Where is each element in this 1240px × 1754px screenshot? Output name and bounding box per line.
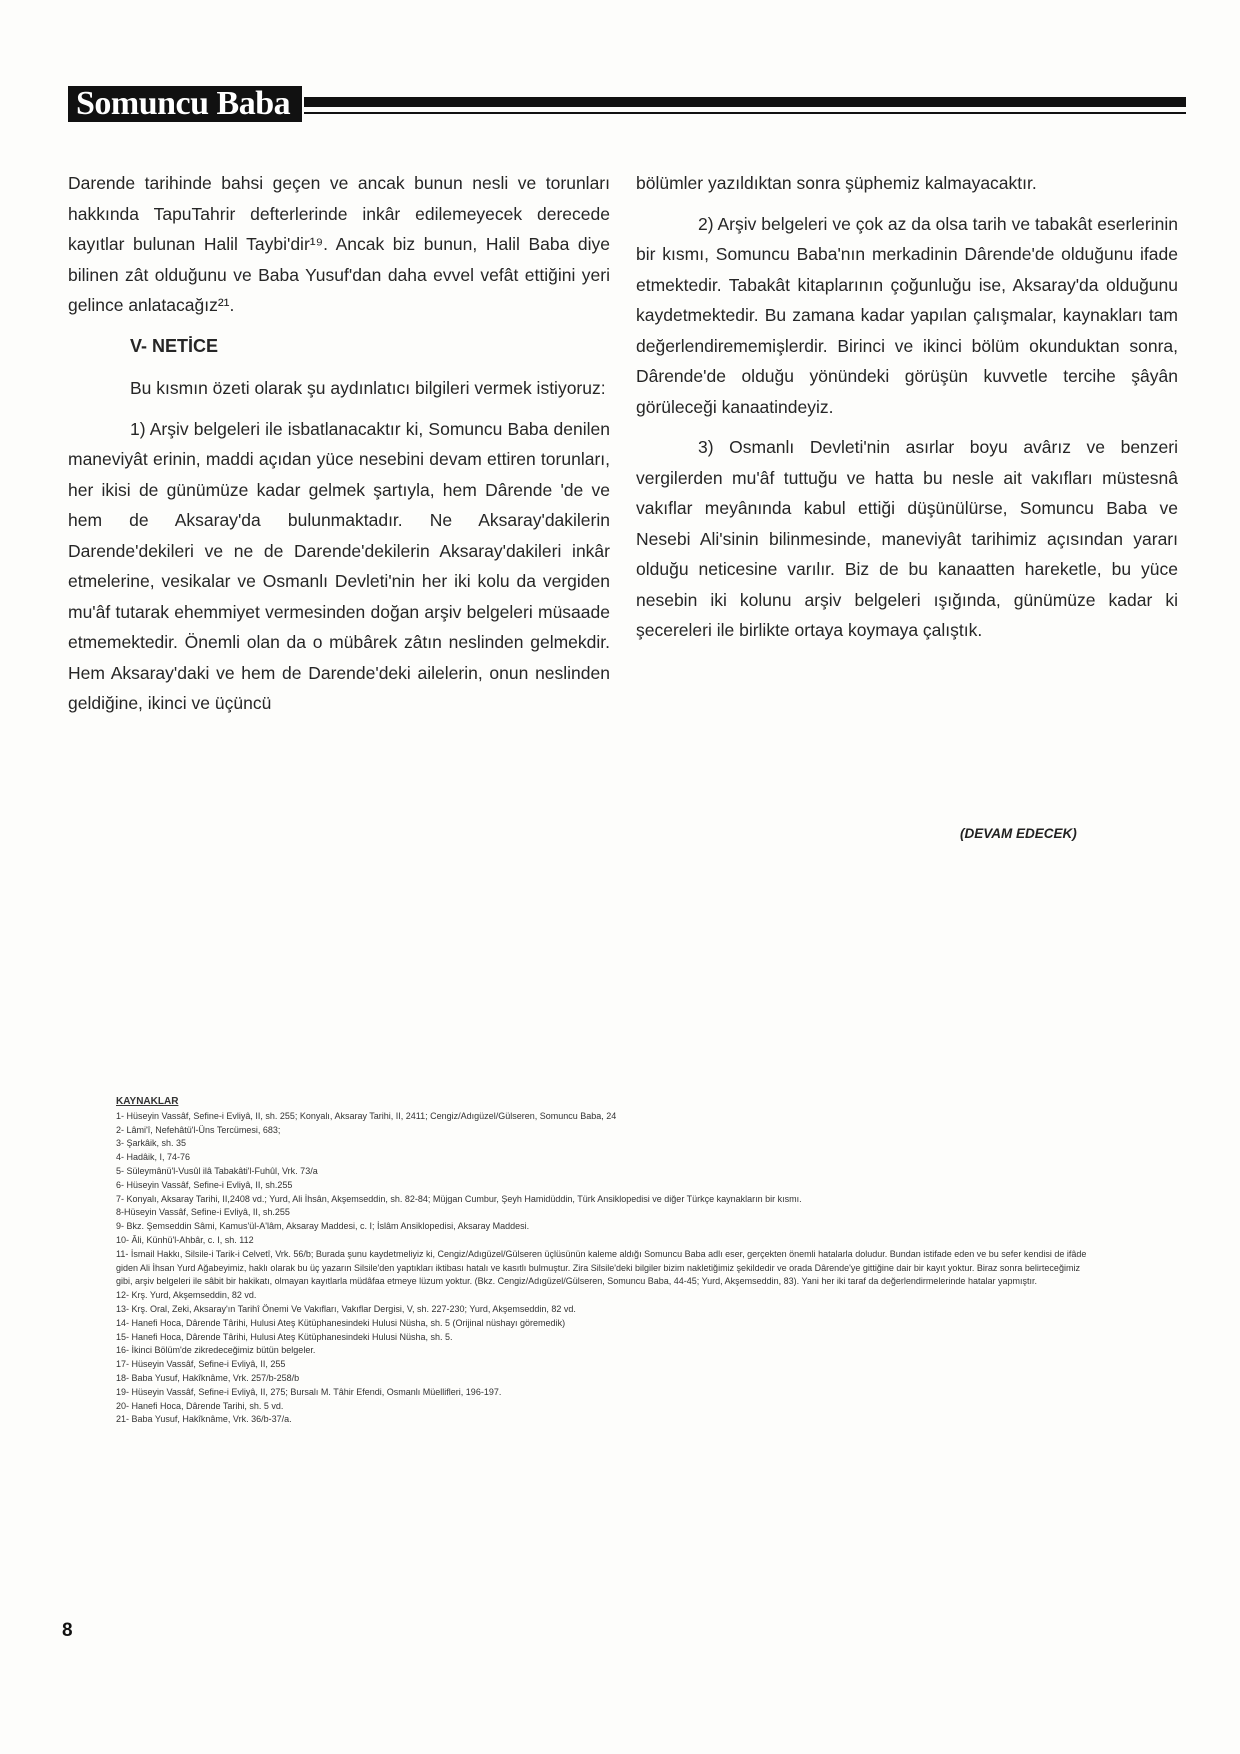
reference-item: 11- İsmail Hakkı, Silsile-i Tarik-i Celvetî, Vrk. 56/b; Burada şunu kaydetmeliyiz ki, Cengiz/Adıgüzel/Gülseren üçlüsünün kaleme aldığı Somuncu Baba adlı eser, gerçekten önemli hatalarla doludur. Bundan istifade eden ve bu sefer kendisi de ifâde giden Ali İhsan Yurd Ağabeyimiz, haklı olarak bu üç yazarın Silsile'den yaptıkları iktibası hatalı ve kasıtlı bulmuştur. Zira Silsile'deki bilgiler bizim nakletiğimiz şekildedir ve orada Dârende'ye gittiğine dair bir kayıt yoktur. Biraz sonra belirteceğimiz gibi, arşiv belgeleri ile sâbit bir hakikatı, olmayan kayıtlarla müdâfaa etmeye lüzum yoktur. (Bkz. Cengiz/Adıgüzel/Gülseren, Somuncu Baba, 44-45; Yurd, Akşemseddin, 83). Yani her iki taraf da değerlendirmelerinde hatalar yapmıştır. bbox=[116, 1248, 1087, 1287]
reference-item: 2- Lâmi'î, Nefehâtü'l-Üns Tercümesi, 683; bbox=[116, 1124, 281, 1135]
reference-item: 10- Âli, Künhü'l-Ahbâr, c. I, sh. 112 bbox=[116, 1234, 254, 1245]
page-number: 8 bbox=[62, 1620, 73, 1641]
reference-item: 3- Şarkâik, sh. 35 bbox=[116, 1138, 187, 1149]
right-paragraph-1: bölümler yazıldıktan sonra şüphemiz kalmayacaktır. bbox=[636, 173, 1037, 193]
left-paragraph-1: Darende tarihinde bahsi geçen ve ancak bunun nesli ve torunları hakkında TapuTahrir defterlerinde inkâr edilemeyecek derecede kayıtlar bulunan Halil Taybi'dir¹⁹. Ancak biz bunun, Halil Baba diye bilinen zât olduğunu ve Baba Yusuf'dan daha evvel vefât ettiğini yeri gelince anlatacağız²¹. bbox=[68, 173, 610, 315]
reference-item: 18- Baba Yusuf, Hakîknâme, Vrk. 257/b-258/b bbox=[116, 1372, 300, 1383]
reference-item: 19- Hüseyin Vassâf, Sefine-i Evliyâ, II, 275; Bursalı M. Tâhir Efendi, Osmanlı Müellifleri, 196-197. bbox=[116, 1386, 502, 1397]
right-paragraph-3: 3) Osmanlı Devleti'nin asırlar boyu avârız ve benzeri vergilerden mu'âf tuttuğu ve hatta bu nesle ait vakıfları müstesnâ vakıflar meyânında kabul ettiği düşünülürse, Somuncu Baba ve Nesebi Ali'sinin bilinmesinde, maneviyât tarihimiz açısından yararı olduğu neticesine varılır. Biz de bu kanaatten hareketle, bu yüce nesebin iki kolunu arşiv belgeleri ışığında, günümüze kadar ki şecereleri ile birlikte ortaya koymaya çalıştık. bbox=[636, 437, 1178, 640]
references-title: KAYNAKLAR bbox=[116, 1096, 179, 1107]
reference-item: 6- Hüseyin Vassâf, Sefine-i Evliyâ, II, sh.255 bbox=[116, 1179, 293, 1190]
page-header bbox=[64, 84, 1186, 126]
section-heading: V- NETİCE bbox=[130, 335, 219, 356]
reference-item: 1- Hüseyin Vassâf, Sefine-i Evliyâ, II, sh. 255; Konyalı, Aksaray Tarihi, II, 2411; Cengiz/Adıgüzel/Gülseren, Somuncu Baba, 24 bbox=[116, 1110, 617, 1121]
reference-item: 14- Hanefi Hoca, Dârende Târihi, Hulusi Ateş Kütüphanesindeki Hulusi Nüsha, sh. 5 (Orijinal nüshayı göremedik) bbox=[116, 1317, 566, 1328]
right-paragraph-2: 2) Arşiv belgeleri ve çok az da olsa tarih ve tabakât eserlerinin bir kısmı, Somuncu Baba'nın merkadinin Dârende'de olduğunu ifade etmektedir. Tabakât kitaplarının çoğunluğu ise, Aksaray'da olduğunu kaydetmektedir. Bu zamana kadar yapılan çalışmalar, kaynakları tam değerlendirememişlerdir. Birinci ve ikinci bölüm okunduktan sonra, Dârende'de olduğu yönündeki görüşün kuvvetle tercihe şâyân görüleceği kanaatindeyiz. bbox=[636, 213, 1178, 417]
reference-item: 20- Hanefi Hoca, Dârende Tarihi, sh. 5 vd. bbox=[116, 1400, 284, 1411]
reference-item: 7- Konyalı, Aksaray Tarihi, II,2408 vd.; Yurd, Ali İhsân, Akşemseddin, sh. 82-84; Müjgan Cumbur, Şeyh Hamidüddin, Türk Ansiklopedisi ve diğer Türkçe kaynakların bir kısmı. bbox=[116, 1193, 802, 1204]
to-be-continued-note: (DEVAM EDECEK) bbox=[960, 826, 1077, 841]
reference-item: 15- Hanefi Hoca, Dârende Târihi, Hulusi Ateş Kütüphanesindeki Hulusi Nüsha, sh. 5. bbox=[116, 1331, 453, 1342]
references-section bbox=[116, 1095, 1088, 1427]
reference-item: 12- Krş. Yurd, Akşemseddin, 82 vd. bbox=[116, 1290, 257, 1301]
reference-item: 13- Krş. Oral, Zeki, Aksaray'ın Tarihî Önemi Ve Vakıfları, Vakıflar Dergisi, V, sh. 227-230; Yurd, Akşemseddin, 82 vd. bbox=[116, 1303, 576, 1314]
left-paragraph-3: 1) Arşiv belgeleri ile isbatlanacaktır ki, Somuncu Baba denilen maneviyât erinin, maddi açıdan yüce nesebini devam ettiren torunları, her ikisi de günümüze kadar gelmek şartıyla, hem Dârende 'de ve hem de Aksaray'da bulunmaktadır. Ne Aksaray'dakilerin Darende'dekileri ve ne de Darende'dekilerin Aksaray'dakileri inkâr etmelerine, vesikalar ve Osmanlı Devleti'nin her iki kolu da vergiden mu'âf tutarak ehemmiyet vermesinden doğan arşiv belgeleri müsaade etmemektedir. Önemli olan da o mübârek zâtın neslinden gelmekdir. Hem Aksaray'daki ve hem de Darende'deki ailelerin, onun neslinden geldiğine, ikinci ve üçüncü bbox=[68, 418, 610, 713]
header-title: Somuncu Baba bbox=[68, 86, 302, 122]
reference-item: 8-Hüseyin Vassâf, Sefine-i Evliyâ, II, sh.255 bbox=[116, 1207, 290, 1218]
header-rule-thick bbox=[304, 97, 1186, 107]
reference-item: 4- Hadâik, I, 74-76 bbox=[116, 1152, 191, 1163]
left-column bbox=[68, 168, 610, 719]
header-rule-thin bbox=[304, 112, 1186, 114]
reference-item: 17- Hüseyin Vassâf, Sefine-i Evliyâ, II, 255 bbox=[116, 1359, 286, 1370]
reference-item: 5- Süleymânü'l-Vusûl ilâ Tabakâti'l-Fuhûl, Vrk. 73/a bbox=[116, 1165, 318, 1176]
left-paragraph-2: Bu kısmın özeti olarak şu aydınlatıcı bilgileri vermek istiyoruz: bbox=[130, 378, 606, 398]
right-column bbox=[636, 168, 1178, 646]
reference-item: 9- Bkz. Şemseddin Sâmi, Kamus'ül-A'lâm, Aksaray Maddesi, c. I; İslâm Ansiklopedisi, Aksaray Maddesi. bbox=[116, 1221, 530, 1232]
reference-item: 16- İkinci Bölüm'de zikredeceğimiz bütün belgeler. bbox=[116, 1345, 316, 1356]
reference-item: 21- Baba Yusuf, Hakîknâme, Vrk. 36/b-37/a. bbox=[116, 1414, 292, 1425]
